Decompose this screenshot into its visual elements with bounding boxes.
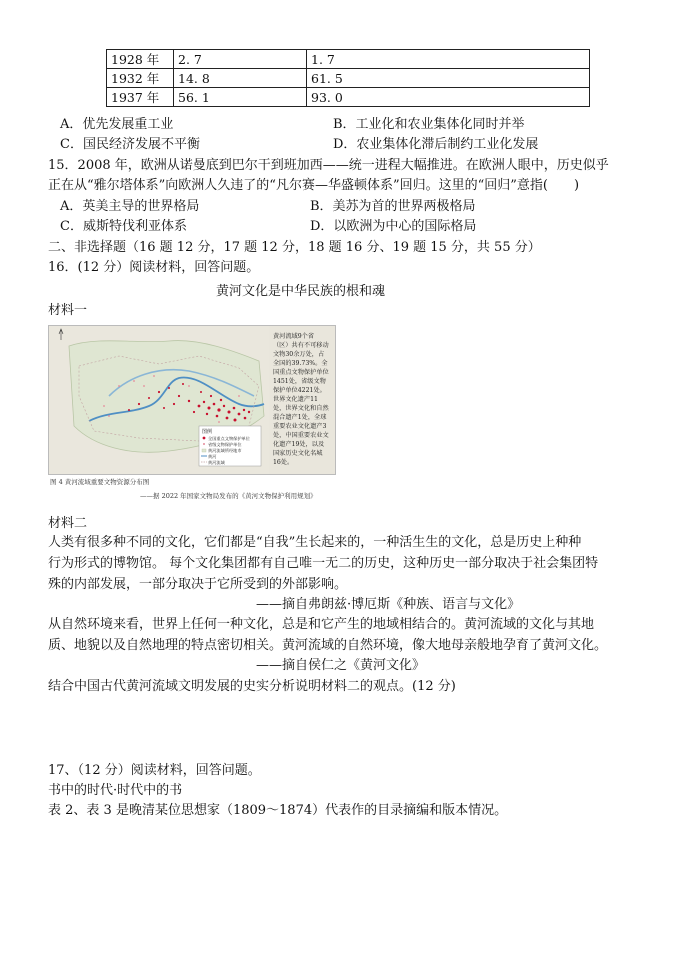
table-cell: 1928 年 [107,50,174,69]
table-row [107,88,590,107]
table-cell: 1. 7 [307,50,590,69]
map-legend-item-2: 省级文物保护单位 [208,442,242,447]
yellow-river-map-figure [48,325,336,475]
material-2-label: 材料二 [48,516,88,531]
figure-source: ——据 2022 年国家文物局发布的《黄河文物保护利用规划》 [140,492,317,500]
material-2-para2-line2: 质、地貌以及自然地理的特点密切相关。黄河流域的自然环境，像大地母亲般地孕育了黄河文化。 [48,638,608,653]
data-table [106,49,590,107]
q14-option-c: C．国民经济发展不平衡 [60,137,200,152]
q15-option-c: C．威斯特伐利亚体系 [60,219,187,234]
material-2-source1: ——摘自弗朗兹·博厄斯《种族、语言与文化》 [256,597,521,612]
table-cell: 1932 年 [107,69,174,88]
figure-caption: 图 4 黄河流域重要文物资源分布图 [50,478,150,486]
table-cell: 2. 7 [174,50,307,69]
map-legend-title: 图例 [202,429,213,435]
material-2-para1-line1: 人类有很多种不同的文化，它们都是“自我”生长起来的，一种活生生的文化，总是历史上种种 [48,535,582,550]
material-2-para1-line2: 行为形式的博物馆。 每个文化集团都有自己唯一无二的历史，这种历史一部分取决于社会集团特 [48,556,599,571]
q16-title: 黄河文化是中华民族的根和魂 [216,284,386,299]
q16-intro: 16．(12 分）阅读材料，回答问题。 [48,260,260,275]
table-cell: 1937 年 [107,88,174,107]
q14-option-b: B．工业化和农业集体化同时并举 [333,117,525,132]
q17-subtitle: 书中的时代·时代中的书 [48,783,183,798]
map-legend-item-3: 黄河流域所经地市 [208,448,242,453]
material-2-para1-line3: 殊的内部发展，一部分取决于它所受到的外部影响。 [48,577,348,592]
map-statistics-text: 黄河流域9个省（区）共有不可移动文物30余万处，占全国的39.73%。全国重点文物保护单位1451处，省级文物保护单位4221处。世界文化遗产11处，世界文化和自然混合遗产1处，全球重要农业文化遗产3处，中国重要农业文化遗产19处，以及国家历史文化名城16处。 [273,333,329,466]
q15-option-b: B．美苏为首的世界两极格局 [310,199,476,214]
table-row [107,69,590,88]
table-cell: 61. 5 [307,69,590,88]
q17-description: 表 2、表 3 是晚清某位思想家（1809～1874）代表作的目录摘编和版本情况。 [48,803,508,818]
map-legend-item-4: 黄河 [208,454,217,459]
table-row [107,50,590,69]
q15-option-d: D．以欧洲为中心的国际格局 [310,219,477,234]
q15-stem-line1: 15．2008 年，欧洲从诺曼底到巴尔干到班加西——统一进程大幅推进。在欧洲人眼中，历史似乎 [48,158,609,173]
table-cell: 14. 8 [174,69,307,88]
map-legend-item-5: 黄河流域 [208,460,225,465]
q17-intro: 17、（12 分）阅读材料，回答问题。 [48,763,261,778]
section-heading: 二、非选择题（16 题 12 分，17 题 12 分，18 题 16 分、19 题 15 分，共 55 分） [48,240,541,255]
q15-stem-line2: 正在从“雅尔塔体系”向欧洲人久违了的“凡尔赛—华盛顿体系”回归。这里的“回归”意指( ) [48,178,580,193]
table-cell: 56. 1 [174,88,307,107]
material-2-source2: ——摘自侯仁之《黄河文化》 [256,658,426,673]
q14-option-a: A．优先发展重工业 [60,117,174,132]
q15-option-a: A．英美主导的世界格局 [60,199,200,214]
material-1-label: 材料一 [48,303,88,318]
material-2-para2-line1: 从自然环境来看，世界上任何一种文化，总是和它产生的地域相结合的。黄河流域的文化与其地 [48,617,595,632]
q14-option-d: D．农业集体化滞后制约工业化发展 [333,137,539,152]
table-cell: 93. 0 [307,88,590,107]
map-legend-item-1: 全国重点文物保护单位 [208,436,250,441]
q16-question: 结合中国古代黄河流域文明发展的史实分析说明材料二的观点。(12 分) [48,679,456,694]
